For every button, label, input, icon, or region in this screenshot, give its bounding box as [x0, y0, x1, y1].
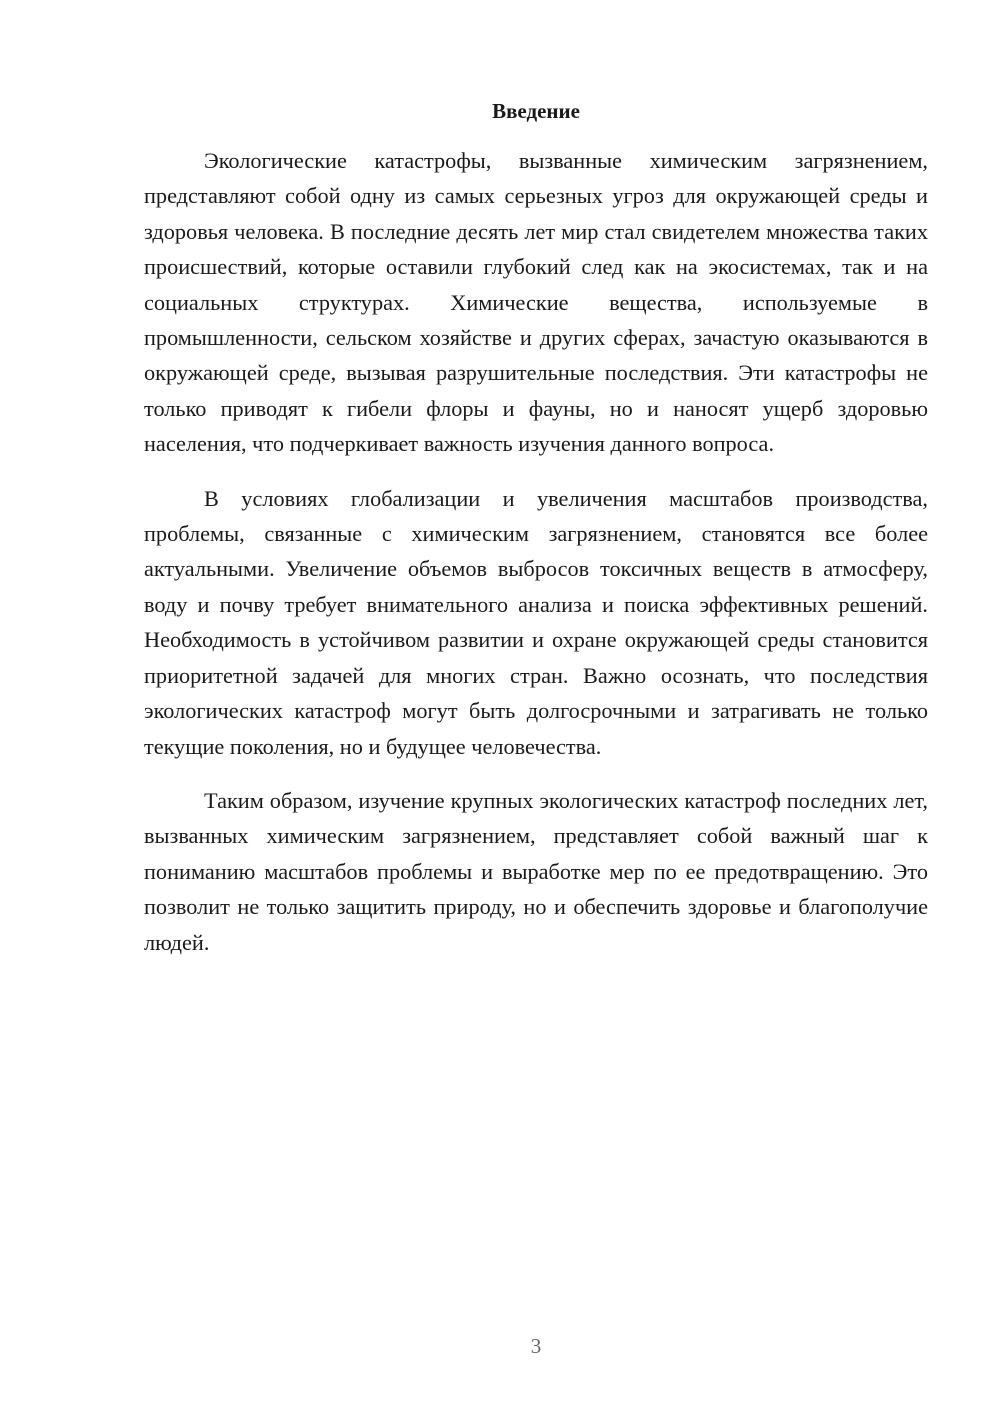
paragraph-2: В условиях глобализации и увеличения масштабов производства, проблемы, связанные с химическим загрязнением, становятся все более актуальными. Увеличение объемов выбросов токсичных веществ в атмосферу, воду и почву требует внимательного анализа и поиска эффективных решений. Необходимость в устойчивом развитии и охране окружающей среды становится приоритетной задачей для многих стран. Важно осознать, что последствия экологических катастроф могут быть долгосрочными и затрагивать не только текущие поколения, но и будущее человечества.: [144, 485, 928, 759]
section-title: Введение: [492, 99, 580, 123]
paragraph-3: Таким образом, изучение крупных экологических катастроф последних лет, вызванных химическим загрязнением, представляет собой важный шаг к пониманию масштабов проблемы и выработке мер по ее предотвращению. Это позволит не только защитить природу, но и обеспечить здоровье и благополучие людей.: [144, 787, 928, 955]
page-number: 3: [530, 1334, 542, 1358]
page-content: [144, 97, 928, 979]
paragraph-1: Экологические катастрофы, вызванные химическим загрязнением, представляют собой одну из самых серьезных угроз для окружающей среды и здоровья человека. В последние десять лет мир стал свидетелем множества таких происшествий, которые оставили глубокий след как на экосистемах, так и на социальных структурах. Химические вещества, используемые в промышленности, сельском хозяйстве и других сферах, зачастую оказываются в окружающей среде, вызывая разрушительные последствия. Эти катастрофы не только приводят к гибели флоры и фауны, но и наносят ущерб здоровью населения, что подчеркивает важность изучения данного вопроса.: [144, 148, 928, 457]
